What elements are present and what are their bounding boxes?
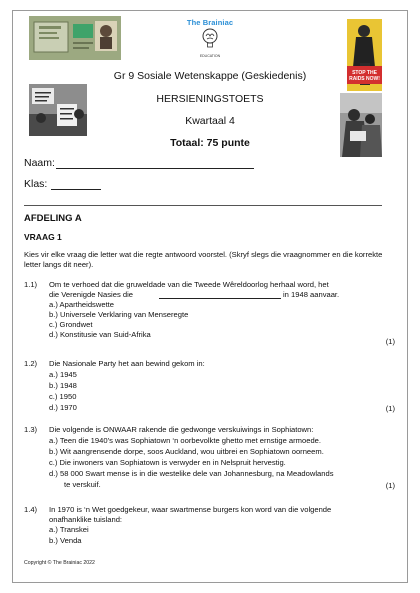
section-heading: AFDELING A [24,213,82,224]
option-b: b.) Wit aangrensende dorpe, soos Auckland, wou uitbrei en Sophiatown oorneem. [49,447,324,456]
question-text: Om te verhoed dat die gruweldade van die Tweede Wêreldoorlog herhaal word, het [49,280,329,289]
subject-title: Gr 9 Sosiale Wetenskappe (Geskiedenis) [113,70,307,82]
brand-name: The Brainiac [186,18,234,27]
total-marks: Totaal: 75 punte [170,137,250,149]
copyright-footer: Copyright © The Brainiac 2022 [24,560,95,566]
question-text: Die Nasionale Party het aan bewind gekom in: [49,359,205,368]
option-b: b.) 1948 [49,381,77,390]
brand-logo [178,18,242,58]
option-c: c.) 1950 [49,392,77,401]
test-title: HERSIENINGSTOETS [156,93,264,105]
option-a: a.) Apartheidswette [49,300,115,309]
question-text: In 1970 is ‘n Wet goedgekeur, waar swartmense burgers kon word van die volgende [49,505,332,514]
answer-blank[interactable] [159,298,281,299]
option-c: c.) Grondwet [49,320,93,329]
question-text-line2: onafhanklike tuisland: [49,515,123,524]
question-text-line2: die Verenigde Nasies die [49,290,134,299]
svg-text:STOP THE: STOP THE [352,70,377,76]
term-title: Kwartaal 4 [185,115,235,127]
option-d: d.) 1970 [49,403,77,412]
question-text: Die volgende is ONWAAR rakende die gedwonge verskuiwings in Sophiatown: [49,425,314,434]
name-field[interactable] [56,168,254,169]
identity-document-photo [29,16,121,60]
protest-placards-photo [29,84,87,136]
question-number: 1.1) [24,280,38,289]
option-b: b.) Venda [49,536,82,545]
question-number: 1.4) [24,505,38,514]
option-d: d.) 58 000 Swart mense is in die westelike dele van Johannesburg, na Meadowlands [49,469,334,478]
option-d: d.) Konstitusie van Suid-Afrika [49,330,151,339]
name-label: Naam: [24,157,55,169]
option-a: a.) Teen die 1940’s was Sophiatown ‘n oorbevolkte ghetto met ernstige armoede. [49,436,321,445]
instructions: Kies vir elke vraag die letter wat die regte antwoord voorstel. (Skryf slegs die vraagnommer en die korrekte letter langs dit neer). [24,250,383,269]
svg-text:RAIDS NOW!: RAIDS NOW! [349,76,380,82]
class-label: Klas: [24,178,48,190]
question-heading: VRAAG 1 [24,232,62,242]
brand-subtitle: EDUCATION [199,54,221,58]
divider [24,205,382,206]
option-a: a.) Transkei [49,525,89,534]
option-d-continued: te verskuif. [64,480,101,489]
mark-allocation: (1) [385,404,395,413]
option-c: c.) Die inwoners van Sophiatown is verwyder en in Nelspruit hervestig. [49,458,286,467]
mark-allocation: (1) [385,481,395,490]
mark-allocation: (1) [385,337,395,346]
option-b: b.) Universele Verklaring van Menseregte [49,310,189,319]
option-a: a.) 1945 [49,370,77,379]
class-field[interactable] [51,189,101,190]
question-number: 1.3) [24,425,38,434]
question-text-line2-end: in 1948 aanvaar. [283,290,340,299]
question-number: 1.2) [24,359,38,368]
lightbulb-brain-icon [199,27,221,49]
